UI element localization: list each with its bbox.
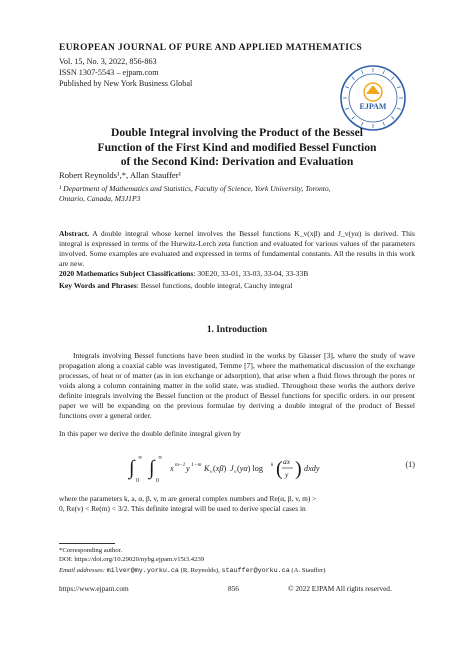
title-line-3: of the Second Kind: Derivation and Evaluation (120, 155, 354, 168)
svg-text:v: v (234, 469, 237, 475)
svg-text:k: k (271, 462, 274, 468)
title-line-2: Function of the First Kind and modified Bessel Function (97, 140, 377, 154)
svg-text:v: v (210, 469, 213, 475)
svg-text:∫: ∫ (129, 457, 135, 479)
email-link-1[interactable]: milver@my.yorku.ca (106, 567, 179, 575)
svg-text:∞: ∞ (138, 455, 143, 461)
intro-paragraph-2: In this paper we derive the double definite integral given by (59, 429, 241, 438)
abstract-text: A double integral whose kernel involves the Bessel functions K_v(xβ) and J_v(yα) is derived. This integral is expressed in terms of the Hurwitz-Lerch zeta function and evaluated for various values of the parameters involved. Some examples are evaluated and expressed in terms of fundamental constants. All the results in this work are new. (59, 229, 415, 268)
email-addresses (59, 567, 325, 576)
keywords-line (59, 281, 415, 291)
publisher-line: Published by New York Business Global (59, 79, 193, 88)
msc-line (59, 269, 415, 279)
email-name-1: (R. Reynolds), (180, 567, 220, 574)
equation-1 (59, 450, 415, 484)
abstract (59, 229, 415, 269)
volume-line: Vol. 15, No. 3, 2022, 856-863 (59, 57, 157, 66)
email-name-2: (A. Stauffer) (291, 567, 326, 574)
title-line-1: Double Integral involving the Product of the Bessel (111, 126, 363, 139)
abstract-label: Abstract. (59, 229, 90, 238)
journal-logo (339, 64, 407, 132)
footer-website-link[interactable]: https://www.ejpam.com (59, 584, 129, 593)
svg-text:1−m: 1−m (191, 462, 202, 468)
keywords-label: Key Words and Phrases (59, 281, 137, 290)
equation-number: (1) (405, 460, 415, 469)
svg-text:0: 0 (156, 478, 159, 484)
email-label: Email addresses: (59, 567, 106, 574)
keywords-text: : Bessel functions, double integral, Cauchy integral (136, 281, 293, 290)
logo-monogram: EJPAM (359, 102, 387, 111)
svg-text:K: K (204, 464, 210, 473)
footer-page-number: 856 (228, 584, 239, 593)
corresponding-author-note: *Corresponding author. (59, 547, 123, 554)
svg-text:∫: ∫ (149, 457, 155, 479)
msc-label: 2020 Mathematics Subject Classifications (59, 269, 194, 278)
svg-text:y: y (186, 464, 190, 473)
after-equation-line-2: 0, Re(v) < Re(m) < 3/2. This definite integral will be used to derive special cases in (59, 504, 306, 513)
svg-text:): ) (295, 458, 302, 480)
svg-text:dxdy: dxdy (304, 464, 320, 473)
logo-inner-ring (349, 74, 397, 122)
article-title (59, 126, 415, 170)
svg-text:m−1: m−1 (175, 462, 186, 468)
svg-text:J: J (230, 464, 234, 473)
doi-link[interactable]: DOI: https://doi.org/10.29020/nybg.ejpam.v15i3.4239 (59, 556, 205, 563)
svg-text:ax: ax (283, 457, 291, 466)
msc-codes: : 30E20, 33-01, 33-03, 33-04, 33-33B (193, 269, 309, 278)
footer-copyright: © 2022 EJPAM All rights reserved. (288, 584, 392, 593)
email-link-2[interactable]: stauffer@yorku.ca (221, 567, 290, 575)
section-heading: 1. Introduction (206, 325, 268, 335)
affiliation (59, 184, 415, 204)
svg-text:(: ( (276, 458, 283, 480)
svg-text:x: x (170, 464, 174, 473)
footnote-divider (59, 543, 115, 544)
authors: Robert Reynolds¹,*, Allan Stauffer¹ (59, 170, 182, 180)
after-equation-line-1: where the parameters k, a, α, β, v, m are general complex numbers and Re(α, β, v, m) > (59, 494, 317, 503)
svg-text:(xβ): (xβ) (213, 464, 227, 473)
intro-paragraph-1: Integrals involving Bessel functions have been studied in the works by Glasser [3], where the study of wave propagation along a coaxial cable was investigated, Temme [7], where the mathematical discussion of the exchange processes, of heat or of matter (as in ion exchange or adsorption), that arise when a fluid flows through the pores or voids along a column containing matter in the solid state, was studied. Throughout these works the authors derive definite integrals involving the Bessel function or the product of Bessel functions for specific orders. in our present paper we will be expanding on the previous formulae by deriving a double integral of the product of Bessel functions over a general order. (59, 351, 415, 420)
equation-formula (123, 450, 423, 484)
affiliation-line-1: ¹ Department of Mathematics and Statistics, Faculty of Science, York University, Toronto, (59, 184, 331, 193)
svg-text:(yα) log: (yα) log (237, 464, 263, 473)
affiliation-line-2: Ontario, Canada, M3J1P3 (59, 194, 141, 203)
svg-text:∞: ∞ (158, 455, 163, 461)
journal-name: EUROPEAN JOURNAL OF PURE AND APPLIED MATHEMATICS (59, 43, 363, 53)
svg-text:y: y (285, 470, 289, 479)
issn-line: ISSN 1307-5543 – ejpam.com (59, 68, 159, 77)
svg-text:0: 0 (136, 478, 139, 484)
